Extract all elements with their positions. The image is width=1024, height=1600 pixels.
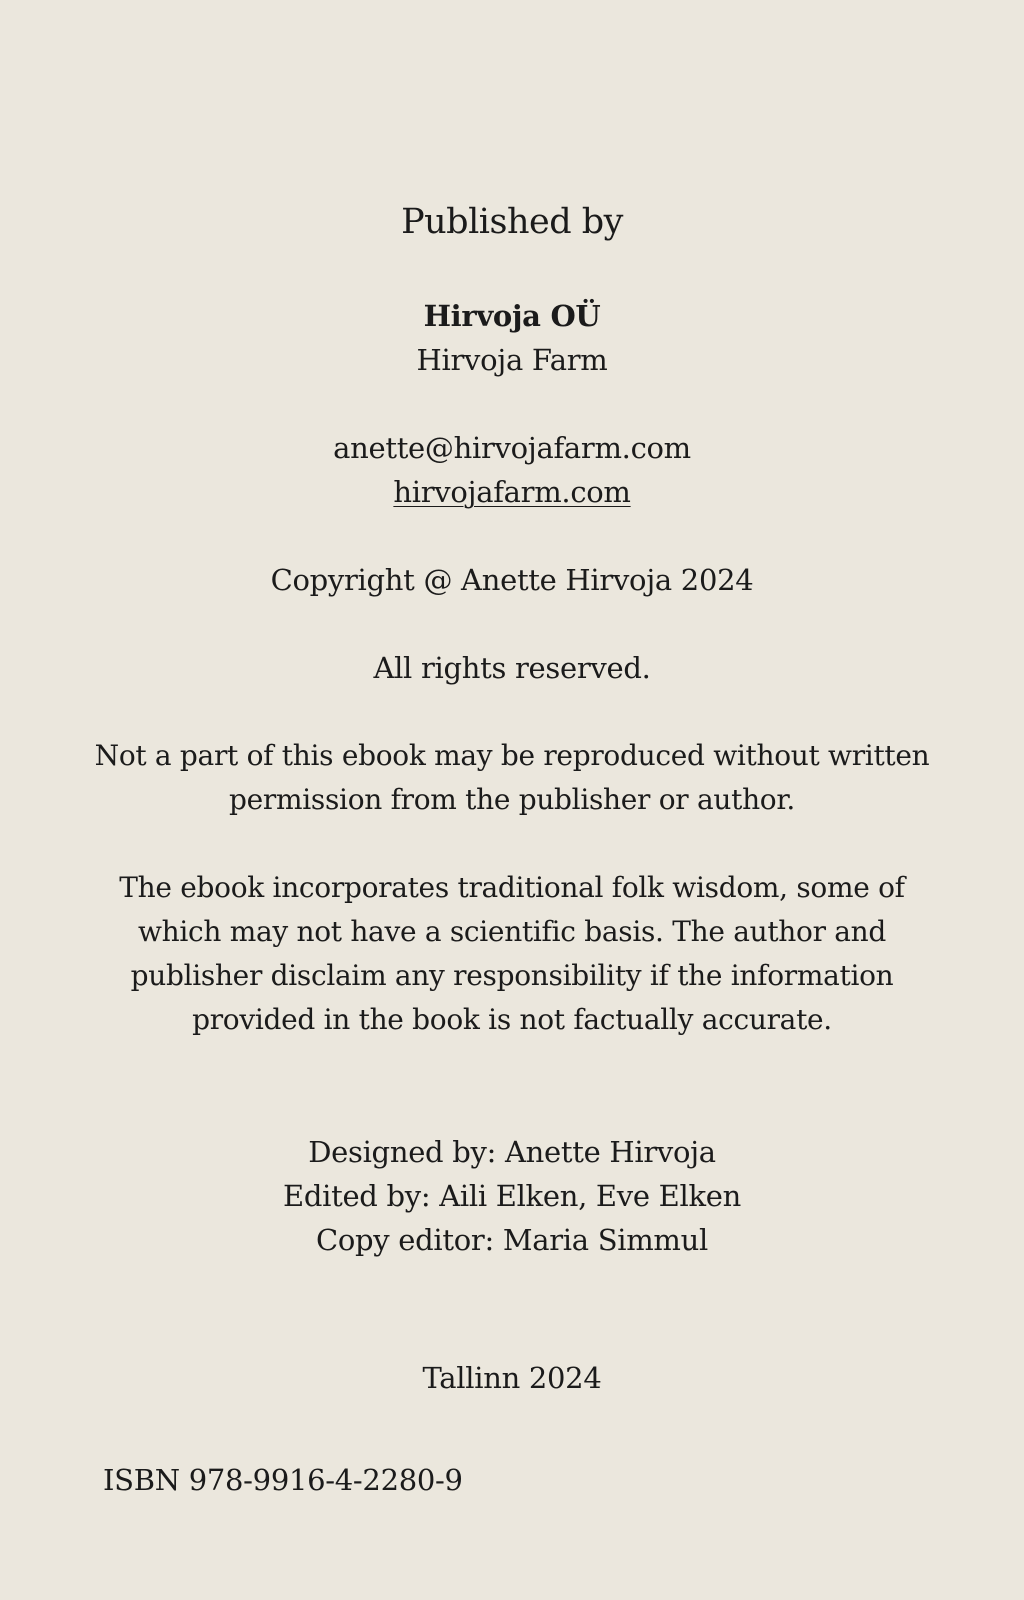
copy-editor-credit: Copy editor: Maria Simmul [315, 1223, 708, 1257]
published-by-heading: Published by [401, 202, 623, 242]
rights-reserved-text: All rights reserved. [373, 651, 651, 685]
reproduction-notice: Not a part of this ebook may be reproduced without written permission from the publisher or author. [94, 739, 930, 816]
website-line [0, 470, 1024, 514]
copyright-notice: Copyright @ Anette Hirvoja 2024 [270, 563, 754, 597]
publisher-email: anette@hirvojafarm.com [333, 431, 691, 465]
publisher-farm-name: Hirvoja Farm [416, 343, 608, 377]
publisher-company-name: Hirvoja OÜ [423, 299, 601, 333]
designed-by-credit: Designed by: Anette Hirvoja [308, 1135, 716, 1169]
edited-by-credit: Edited by: Aili Elken, Eve Elken [282, 1179, 741, 1213]
publisher-website-link[interactable]: hirvojafarm.com [393, 475, 631, 509]
place-and-year: Tallinn 2024 [422, 1361, 602, 1395]
isbn-number: ISBN 978-9916-4-2280-9 [103, 1463, 463, 1497]
disclaimer-text: The ebook incorporates traditional folk wisdom, some of which may not have a scientific basis. The author and publisher disclaim any responsibility if the information provided in the book is not factually accurate. [119, 871, 905, 1036]
